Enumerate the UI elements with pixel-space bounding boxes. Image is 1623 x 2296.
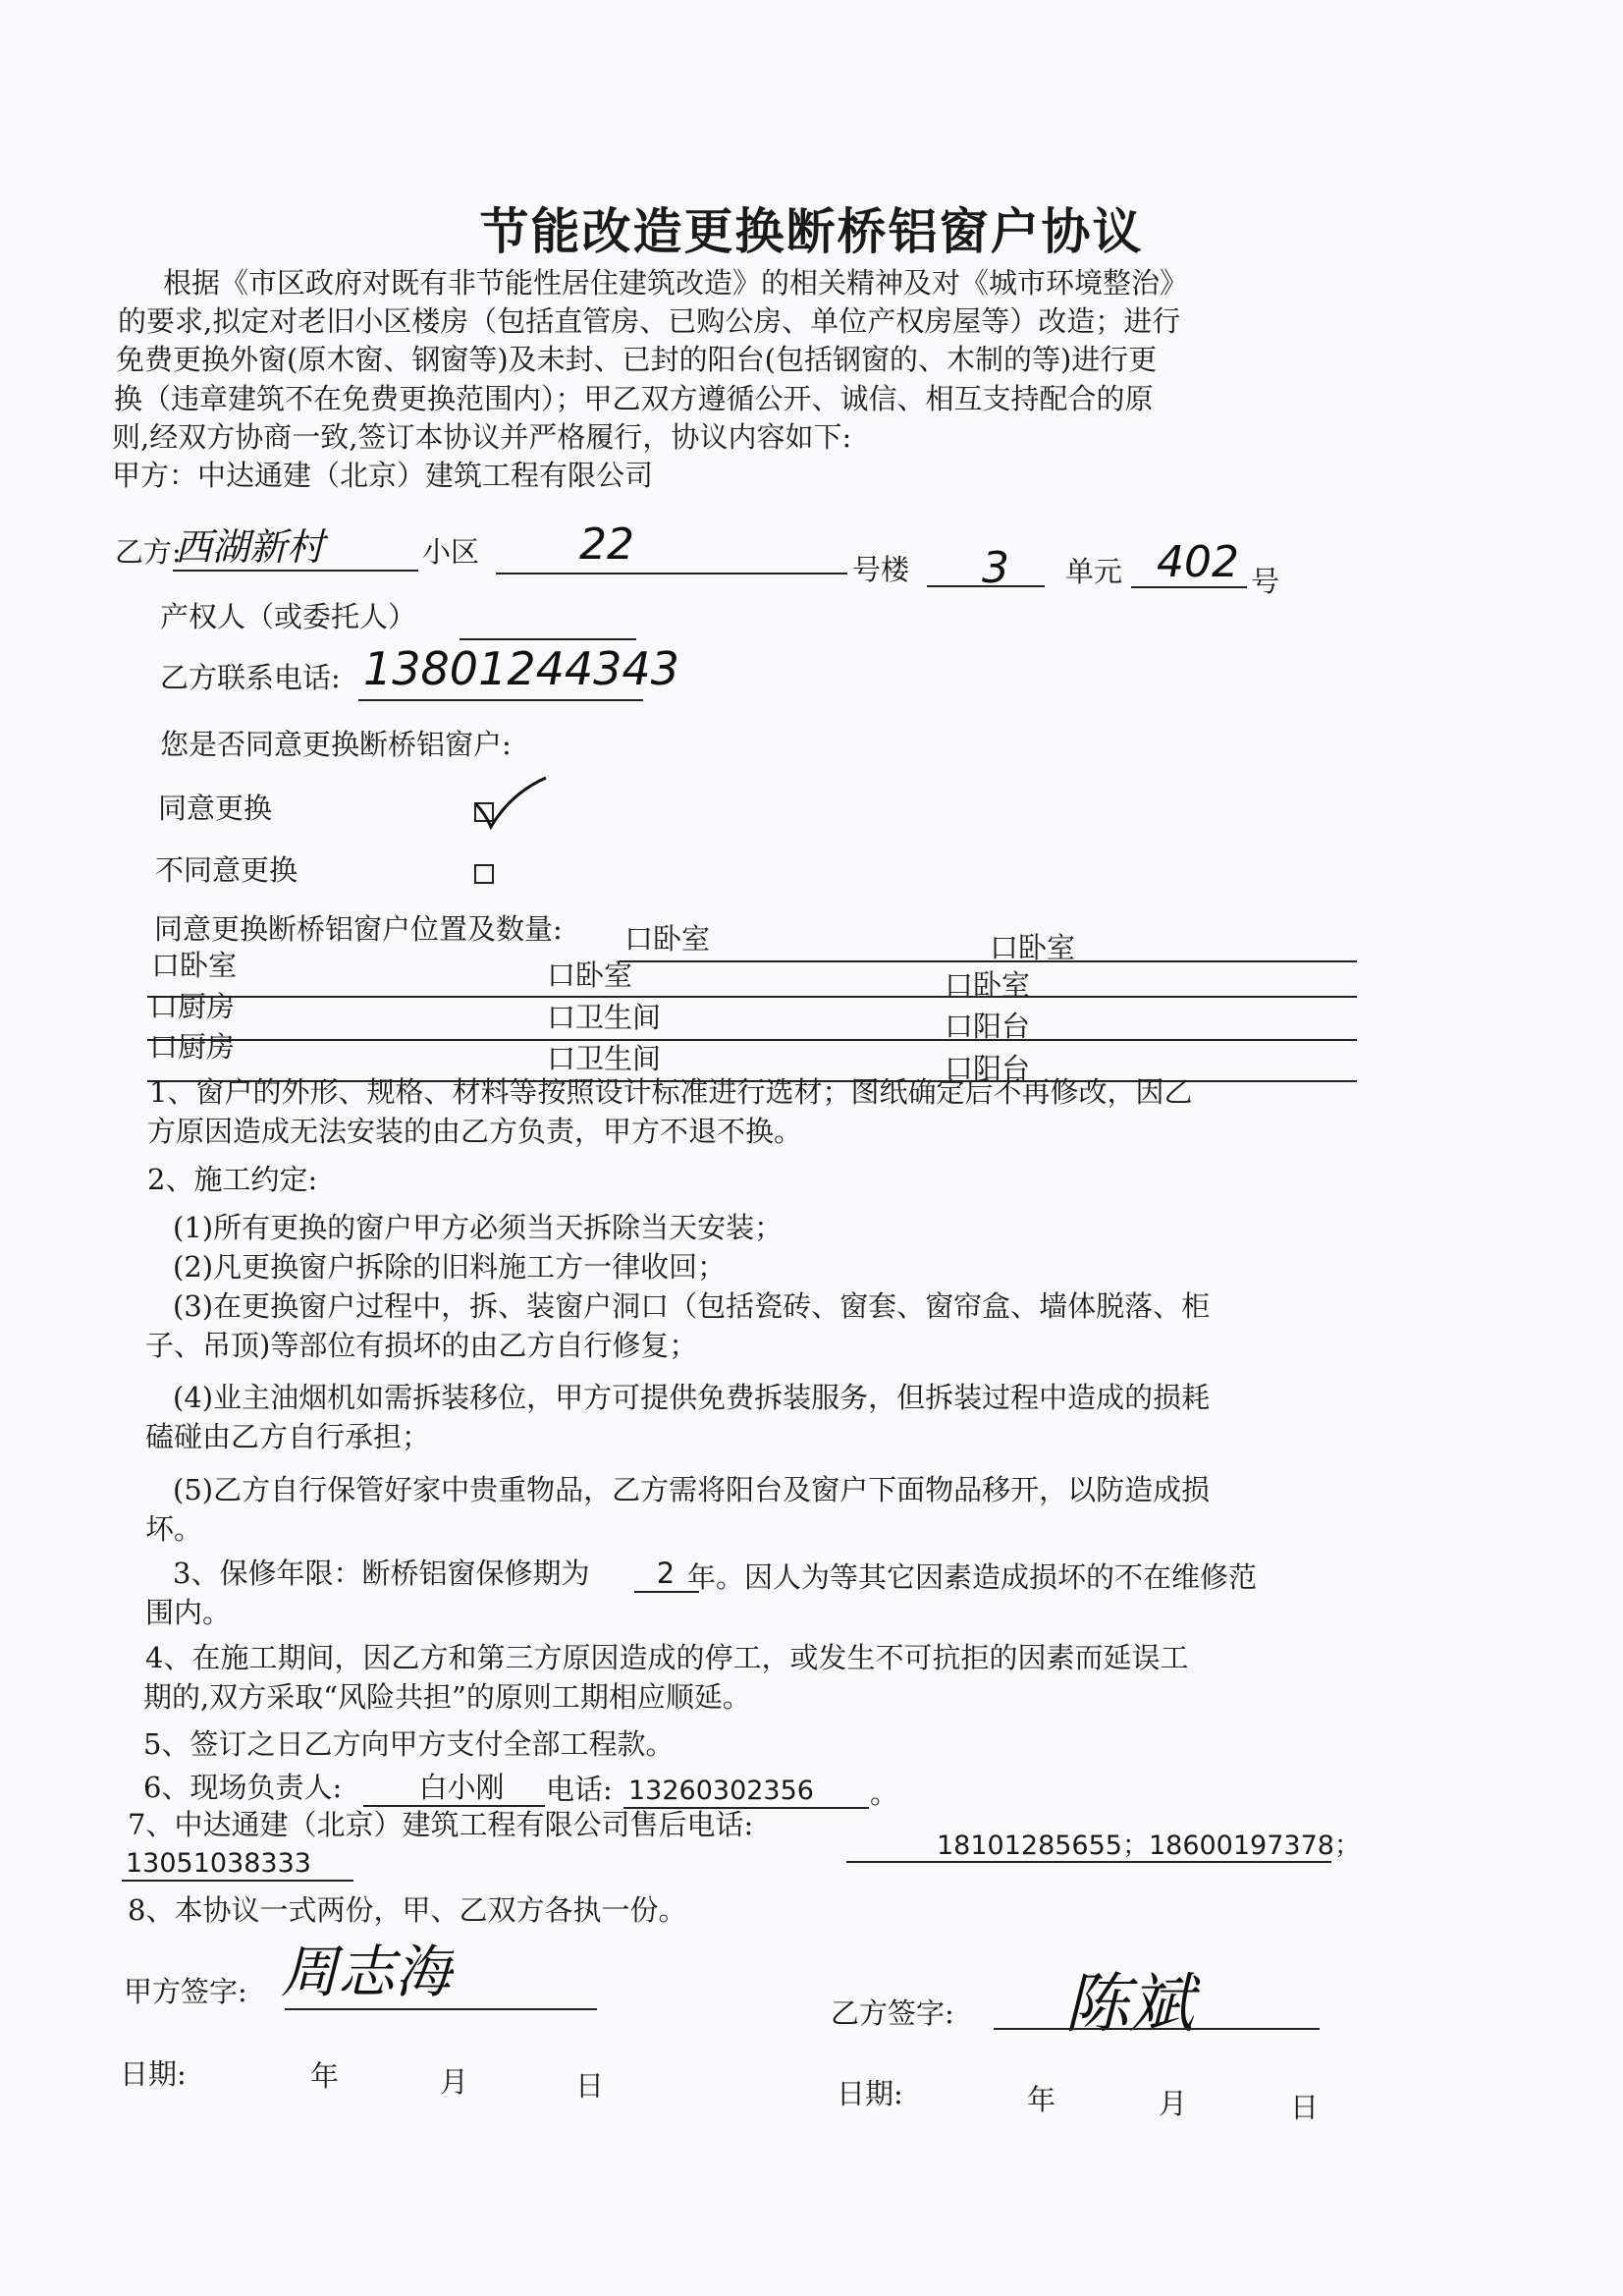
term-1a: 1、窗户的外形、规格、材料等按照设计标准进行选材；图纸确定后不再修改，因乙 [149, 1075, 1193, 1109]
party-a-date-label: 日期: [120, 2057, 187, 2091]
location-r2c1: 口卫生间 [547, 1001, 662, 1034]
locations-label: 同意更换断桥铝窗户位置及数量: [154, 912, 563, 946]
room-value: 402 [1157, 537, 1239, 587]
party-a-signature [277, 1927, 454, 2021]
party-b-signature [1060, 1949, 1276, 2057]
consent-no-label: 不同意更换 [155, 853, 298, 887]
location-r2c2: 口阳台 [945, 1010, 1031, 1043]
term-2-2: (2)凡更换窗户拆除的旧料施工方一律收回； [173, 1250, 727, 1284]
term-7-label: 7、中达通建（北京）建筑工程有限公司售后电话: [128, 1808, 754, 1841]
location-r0c1: 口卧室 [624, 922, 711, 956]
after-sales-phone-3: 13051038333 [126, 1848, 311, 1879]
term-2-5a: (5)乙方自行保管好家中贵重物品，乙方需将阳台及窗户下面物品移开，以防造成损 [173, 1473, 1211, 1506]
term-3-post: 年。因人为等其它因素造成损坏的不在维修范 [687, 1560, 1258, 1594]
intro-line-2: 的要求,拟定对老旧小区楼房（包括直管房、已购公房、单位产权房屋等）改造；进行 [118, 304, 1181, 338]
term-2-1: (1)所有更换的窗户甲方必须当天拆除当天安装； [173, 1211, 784, 1244]
check-mark-icon [471, 774, 550, 833]
term-2-3b: 子、吊顶)等部位有损坏的由乙方自行修复； [145, 1329, 698, 1362]
consent-yes-label: 同意更换 [158, 792, 273, 825]
unit-value: 3 [982, 543, 1009, 593]
party-b-date-year: 年 [1027, 2083, 1056, 2116]
after-sales-phone-3-line [122, 1880, 353, 1882]
party-b-sign-line [994, 2028, 1320, 2030]
party-a-date-month: 月 [440, 2065, 469, 2099]
document-title: 节能改造更换断桥铝窗户协议 [479, 202, 1144, 260]
intro-line-5: 则,经双方协商一致,签订本协议并严格履行，协议内容如下: [112, 420, 852, 454]
site-manager-phone: 13260302356 [628, 1776, 814, 1806]
location-r0c2: 口卧室 [990, 931, 1076, 964]
party-a-date-day: 日 [575, 2069, 605, 2103]
location-r1c1: 口卧室 [547, 958, 633, 992]
unit-suffix: 单元 [1065, 555, 1123, 588]
location-r2c0: 口厨房 [149, 990, 236, 1023]
party-b-sign-label: 乙方签字: [831, 1996, 954, 2030]
term-2-5b: 坏。 [145, 1512, 203, 1546]
term-5: 5、签订之日乙方向甲方支付全部工程款。 [143, 1727, 675, 1761]
consent-question: 您是否同意更换断桥铝窗户: [160, 728, 512, 761]
community-suffix: 小区 [422, 535, 480, 569]
intro-line-4: 换（违章建筑不在免费更换范围内）；甲乙双方遵循公开、诚信、相互支持配合的原 [114, 382, 1154, 415]
site-manager-name: 白小刚 [418, 1771, 505, 1804]
location-r1c0: 口卧室 [151, 949, 238, 982]
warranty-years: 2 [656, 1557, 676, 1590]
owner-label: 产权人（或委托人） [160, 600, 417, 633]
location-r3c2: 口阳台 [945, 1052, 1031, 1085]
term-4b: 期的,双方采取“风险共担”的原则工期相应顺延。 [143, 1680, 751, 1714]
party-a-sign-label: 甲方签字: [124, 1975, 247, 2008]
location-r3c0: 口厨房 [149, 1030, 236, 1064]
term-4a: 4、在施工期间，因乙方和第三方原因造成的停工，或发生不可抗拒的因素而延误工 [145, 1641, 1189, 1674]
phone-label: 乙方联系电话: [160, 661, 341, 694]
party-b-date-month: 月 [1159, 2087, 1188, 2120]
location-r1c2: 口卧室 [945, 968, 1031, 1002]
term-6-end: 。 [870, 1777, 899, 1810]
party-a-date-year: 年 [310, 2059, 340, 2093]
term-2-4b: 磕碰由乙方自行承担； [145, 1420, 431, 1453]
term-6-label: 6、现场负责人: [143, 1771, 343, 1804]
building-suffix: 号楼 [852, 553, 910, 586]
term-2-4a: (4)业主油烟机如需拆装移位，甲方可提供免费拆装服务，但拆装过程中造成的损耗 [173, 1381, 1211, 1414]
intro-line-3: 免费更换外窗(原木窗、钢窗等)及未封、已封的阳台(包括钢窗的、木制的等)进行更 [116, 343, 1158, 376]
owner-line [460, 638, 636, 640]
room-suffix: 号 [1251, 565, 1280, 598]
community-value: 西湖新村 [175, 525, 325, 569]
term-6-phone-label: 电话: [546, 1773, 613, 1806]
location-row-line-2 [147, 1039, 1357, 1041]
building-line [496, 573, 847, 574]
community-line [173, 570, 418, 572]
location-row-line-0 [619, 960, 1357, 962]
location-r3c1: 口卫生间 [547, 1042, 662, 1075]
building-value: 22 [579, 519, 634, 570]
term-2: 2、施工约定: [147, 1163, 318, 1196]
consent-no-checkbox[interactable] [474, 864, 494, 884]
party-b-label: 乙方: [115, 535, 182, 569]
term-3b: 围内。 [145, 1596, 232, 1629]
after-sales-phones: 18101285655；18600197378； [937, 1831, 1361, 1861]
party-b-date-label: 日期: [837, 2077, 903, 2110]
party-b-signature-text: 陈斌 [1064, 1966, 1194, 2042]
location-row-line-1 [147, 996, 1357, 998]
phone-value: 13801244343 [363, 642, 679, 695]
term-2-3a: (3)在更换窗户过程中，拆、装窗户洞口（包括瓷砖、窗套、窗帘盒、墙体脱落、柜 [173, 1289, 1211, 1323]
term-3-pre: 3、保修年限：断桥铝窗保修期为 [173, 1557, 590, 1590]
party-a-signature-text: 周志海 [281, 1939, 453, 2005]
party-a: 甲方：中达通建（北京）建筑工程有限公司 [112, 459, 654, 492]
after-sales-phones-line [846, 1861, 1331, 1863]
party-a-sign-line [285, 2008, 597, 2010]
room-line [1131, 586, 1247, 588]
party-b-date-day: 日 [1290, 2091, 1320, 2124]
term-8: 8、本协议一式两份，甲、乙双方各执一份。 [128, 1893, 687, 1927]
intro-line-1: 根据《市区政府对既有非节能性居住建筑改造》的相关精神及对《城市环境整治》 [163, 266, 1189, 300]
term-1b: 方原因造成无法安装的由乙方负责，甲方不退不换。 [147, 1115, 803, 1148]
phone-line [358, 699, 643, 701]
unit-line [927, 585, 1045, 587]
